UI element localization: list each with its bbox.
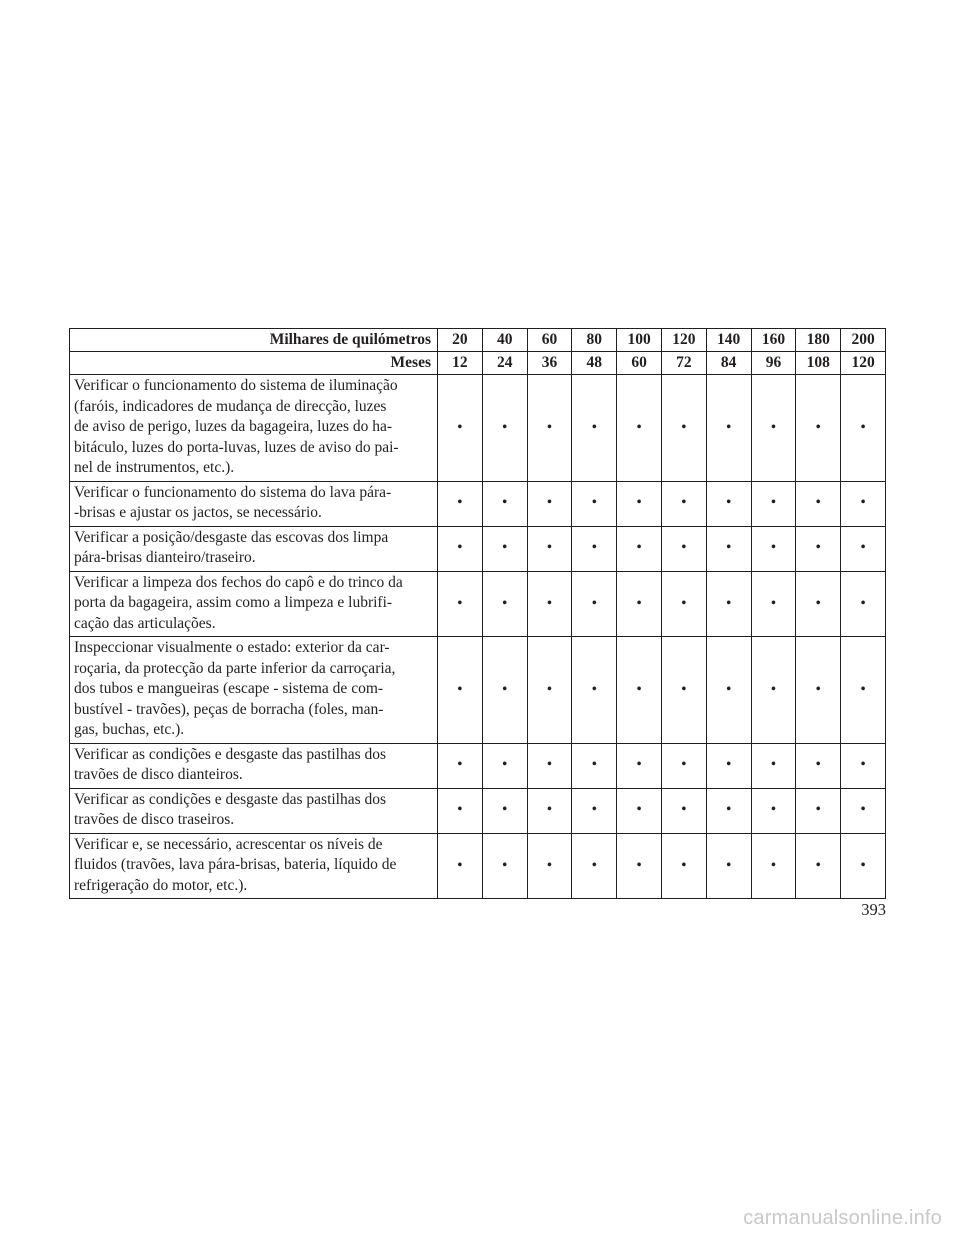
service-bullet-icon: •	[636, 494, 642, 512]
service-bullet-icon: •	[860, 539, 866, 557]
task-description-line: Verificar as condições e desgaste das pastilhas dos	[74, 790, 387, 808]
task-description-line: dos tubos e mangueiras (escape - sistema de com-	[74, 680, 384, 697]
service-mark-cell	[438, 481, 483, 526]
service-mark-cell	[617, 833, 662, 899]
service-mark-cell	[438, 526, 483, 571]
task-description	[70, 481, 438, 526]
task-description-line: cação das articulações.	[74, 614, 216, 632]
service-bullet-icon: •	[457, 856, 463, 874]
service-bullet-icon: •	[725, 539, 732, 557]
service-mark-cell	[751, 788, 796, 833]
header-months-label: Meses	[70, 352, 438, 375]
service-bullet-icon: •	[770, 801, 777, 819]
service-mark-cell	[751, 375, 796, 482]
service-mark-cell	[751, 637, 796, 744]
service-mark-cell	[661, 375, 706, 482]
service-bullet-icon: •	[770, 856, 777, 874]
header-months-value: 60	[617, 352, 662, 375]
task-description-line: travões de disco dianteiros.	[74, 766, 243, 783]
task-description-line: refrigeração do motor, etc.).	[74, 876, 248, 894]
service-mark-cell	[706, 637, 751, 744]
task-description-line: nel de instrumentos, etc.).	[74, 459, 235, 476]
service-bullet-icon: •	[815, 418, 821, 436]
task-description	[70, 526, 438, 571]
watermark-text: carmanualsonline.info	[743, 1207, 942, 1229]
service-bullet-icon: •	[725, 856, 732, 874]
task-row	[70, 571, 886, 637]
service-mark-cell	[527, 788, 572, 833]
service-mark-cell	[482, 788, 527, 833]
header-months-value: 108	[796, 352, 841, 375]
task-description-line: (faróis, indicadores de mudança de direcção, luzes	[74, 397, 387, 415]
task-description	[70, 743, 438, 788]
service-mark-cell	[572, 526, 617, 571]
header-km-value: 80	[572, 329, 617, 352]
service-mark-cell	[796, 788, 841, 833]
service-bullet-icon: •	[770, 494, 777, 512]
task-row	[70, 375, 886, 482]
service-mark-cell	[482, 833, 527, 899]
service-bullet-icon: •	[636, 418, 642, 436]
service-mark-cell	[482, 526, 527, 571]
task-description-line: roçaria, da protecção da parte inferior da carroçaria,	[74, 659, 396, 677]
service-mark-cell	[841, 833, 886, 899]
service-bullet-icon: •	[725, 594, 732, 612]
service-bullet-icon: •	[815, 680, 821, 698]
service-bullet-icon: •	[501, 801, 508, 819]
service-mark-cell	[841, 526, 886, 571]
service-mark-cell	[438, 637, 483, 744]
header-km-value: 160	[751, 329, 796, 352]
service-mark-cell	[617, 788, 662, 833]
task-description-line: Verificar a posição/desgaste das escovas dos limpa	[74, 528, 389, 546]
service-bullet-icon: •	[815, 756, 821, 774]
service-bullet-icon: •	[546, 756, 553, 774]
service-bullet-icon: •	[591, 680, 597, 698]
service-mark-cell	[617, 637, 662, 744]
service-bullet-icon: •	[860, 680, 866, 698]
service-bullet-icon: •	[860, 494, 866, 512]
service-mark-cell	[751, 571, 796, 637]
service-mark-cell	[482, 743, 527, 788]
service-mark-cell	[706, 788, 751, 833]
header-km-value: 100	[617, 329, 662, 352]
maintenance-schedule-table	[69, 328, 886, 899]
service-mark-cell	[617, 481, 662, 526]
service-mark-cell	[617, 571, 662, 637]
service-bullet-icon: •	[591, 539, 597, 557]
service-bullet-icon: •	[501, 680, 508, 698]
service-mark-cell	[661, 743, 706, 788]
service-mark-cell	[572, 481, 617, 526]
service-mark-cell	[751, 743, 796, 788]
service-bullet-icon: •	[636, 680, 642, 698]
service-mark-cell	[796, 743, 841, 788]
service-mark-cell	[751, 526, 796, 571]
service-bullet-icon: •	[546, 856, 553, 874]
task-row	[70, 481, 886, 526]
service-mark-cell	[482, 637, 527, 744]
service-mark-cell	[438, 571, 483, 637]
service-bullet-icon: •	[815, 856, 821, 874]
service-mark-cell	[796, 481, 841, 526]
task-description-line: bustível - travões), peças de borracha (foles, man-	[74, 700, 384, 718]
header-months-value: 84	[706, 352, 751, 375]
service-bullet-icon: •	[457, 680, 463, 698]
service-bullet-icon: •	[725, 801, 732, 819]
service-mark-cell	[661, 833, 706, 899]
header-km-value: 20	[438, 329, 483, 352]
service-mark-cell	[751, 481, 796, 526]
service-mark-cell	[841, 481, 886, 526]
service-mark-cell	[841, 375, 886, 482]
service-mark-cell	[572, 743, 617, 788]
service-bullet-icon: •	[770, 594, 777, 612]
service-bullet-icon: •	[546, 418, 553, 436]
service-mark-cell	[438, 375, 483, 482]
service-bullet-icon: •	[501, 594, 508, 612]
service-bullet-icon: •	[546, 680, 553, 698]
service-bullet-icon: •	[681, 680, 687, 698]
service-bullet-icon: •	[591, 594, 597, 612]
service-mark-cell	[617, 375, 662, 482]
service-mark-cell	[841, 788, 886, 833]
task-row	[70, 788, 886, 833]
service-mark-cell	[706, 743, 751, 788]
service-mark-cell	[527, 833, 572, 899]
service-bullet-icon: •	[860, 756, 866, 774]
service-mark-cell	[661, 571, 706, 637]
service-bullet-icon: •	[725, 756, 732, 774]
service-bullet-icon: •	[636, 856, 642, 874]
service-mark-cell	[527, 743, 572, 788]
task-description-line: gas, buchas, etc.).	[74, 721, 185, 738]
service-mark-cell	[572, 788, 617, 833]
service-bullet-icon: •	[860, 594, 866, 612]
service-bullet-icon: •	[681, 801, 687, 819]
service-bullet-icon: •	[546, 801, 553, 819]
service-bullet-icon: •	[457, 539, 463, 557]
task-description-line: Inspeccionar visualmente o estado: exterior da car-	[74, 639, 390, 656]
service-mark-cell	[661, 637, 706, 744]
task-row	[70, 833, 886, 899]
header-months-value: 96	[751, 352, 796, 375]
service-bullet-icon: •	[591, 756, 597, 774]
task-row	[70, 526, 886, 571]
service-mark-cell	[572, 833, 617, 899]
service-bullet-icon: •	[681, 418, 687, 436]
service-mark-cell	[527, 571, 572, 637]
task-description	[70, 571, 438, 637]
header-km-label: Milhares de quilómetros	[70, 329, 438, 352]
task-description-line: -brisas e ajustar os jactos, se necessário.	[74, 504, 322, 521]
service-mark-cell	[438, 743, 483, 788]
task-description	[70, 375, 438, 482]
service-bullet-icon: •	[681, 856, 687, 874]
task-row	[70, 743, 886, 788]
task-description	[70, 833, 438, 899]
service-mark-cell	[796, 571, 841, 637]
service-bullet-icon: •	[501, 418, 508, 436]
service-bullet-icon: •	[681, 539, 687, 557]
task-description	[70, 637, 438, 744]
service-mark-cell	[706, 526, 751, 571]
service-mark-cell	[706, 481, 751, 526]
service-mark-cell	[572, 375, 617, 482]
header-km-value: 200	[841, 329, 886, 352]
service-mark-cell	[841, 571, 886, 637]
service-bullet-icon: •	[591, 494, 597, 512]
task-description-line: fluidos (travões, lava pára-brisas, bateria, líquido de	[74, 856, 397, 873]
service-bullet-icon: •	[815, 594, 821, 612]
service-bullet-icon: •	[546, 594, 553, 612]
service-bullet-icon: •	[546, 539, 553, 557]
service-bullet-icon: •	[636, 594, 642, 612]
service-bullet-icon: •	[815, 539, 821, 557]
header-km-value: 180	[796, 329, 841, 352]
page-number: 393	[861, 900, 886, 919]
service-mark-cell	[572, 571, 617, 637]
service-mark-cell	[572, 637, 617, 744]
service-bullet-icon: •	[457, 494, 463, 512]
service-mark-cell	[841, 637, 886, 744]
service-mark-cell	[661, 788, 706, 833]
service-bullet-icon: •	[860, 801, 866, 819]
task-row	[70, 637, 886, 744]
service-mark-cell	[617, 526, 662, 571]
header-months-value: 120	[841, 352, 886, 375]
header-row-months	[70, 352, 886, 375]
service-bullet-icon: •	[681, 756, 687, 774]
service-mark-cell	[438, 833, 483, 899]
service-bullet-icon: •	[770, 680, 777, 698]
task-description-line: porta da bagageira, assim como a limpeza e lubrifi-	[74, 594, 393, 611]
service-mark-cell	[527, 637, 572, 744]
service-mark-cell	[796, 833, 841, 899]
service-mark-cell	[796, 375, 841, 482]
service-bullet-icon: •	[591, 418, 597, 436]
service-bullet-icon: •	[501, 494, 508, 512]
header-km-value: 140	[706, 329, 751, 352]
service-bullet-icon: •	[457, 756, 463, 774]
service-mark-cell	[751, 833, 796, 899]
service-bullet-icon: •	[725, 494, 732, 512]
service-mark-cell	[482, 375, 527, 482]
task-description-line: Verificar a limpeza dos fechos do capô e do trinco da	[74, 573, 403, 591]
task-description-line: Verificar as condições e desgaste das pastilhas dos	[74, 745, 387, 763]
service-bullet-icon: •	[770, 418, 777, 436]
service-bullet-icon: •	[636, 756, 642, 774]
service-bullet-icon: •	[815, 801, 821, 819]
service-mark-cell	[661, 526, 706, 571]
service-bullet-icon: •	[636, 539, 642, 557]
task-description-line: Verificar e, se necessário, acrescentar os níveis de	[74, 835, 383, 853]
task-description-line: de aviso de perigo, luzes da bagageira, luzes do ha-	[74, 418, 393, 435]
service-mark-cell	[482, 481, 527, 526]
header-km-value: 60	[527, 329, 572, 352]
service-bullet-icon: •	[457, 418, 463, 436]
service-mark-cell	[796, 526, 841, 571]
service-bullet-icon: •	[681, 594, 687, 612]
header-months-value: 72	[661, 352, 706, 375]
service-bullet-icon: •	[770, 539, 777, 557]
service-bullet-icon: •	[501, 856, 508, 874]
service-bullet-icon: •	[860, 418, 866, 436]
service-bullet-icon: •	[725, 418, 732, 436]
task-description-line: Verificar o funcionamento do sistema do lava pára-	[74, 483, 392, 501]
service-mark-cell	[706, 375, 751, 482]
task-description-line: Verificar o funcionamento do sistema de iluminação	[74, 377, 398, 394]
header-months-value: 48	[572, 352, 617, 375]
service-bullet-icon: •	[815, 494, 821, 512]
header-km-value: 120	[661, 329, 706, 352]
service-bullet-icon: •	[546, 494, 553, 512]
service-mark-cell	[482, 571, 527, 637]
service-mark-cell	[617, 743, 662, 788]
service-bullet-icon: •	[591, 856, 597, 874]
service-bullet-icon: •	[501, 756, 508, 774]
header-km-value: 40	[482, 329, 527, 352]
service-bullet-icon: •	[681, 494, 687, 512]
service-mark-cell	[527, 375, 572, 482]
service-mark-cell	[661, 481, 706, 526]
service-bullet-icon: •	[501, 539, 508, 557]
service-mark-cell	[527, 526, 572, 571]
header-months-value: 12	[438, 352, 483, 375]
service-bullet-icon: •	[457, 801, 463, 819]
header-months-value: 24	[482, 352, 527, 375]
service-bullet-icon: •	[860, 856, 866, 874]
service-mark-cell	[706, 571, 751, 637]
service-bullet-icon: •	[725, 680, 732, 698]
task-description-line: pára-brisas dianteiro/traseiro.	[74, 549, 256, 566]
service-mark-cell	[527, 481, 572, 526]
task-description-line: bitáculo, luzes do porta-luvas, luzes de aviso do pai-	[74, 438, 399, 456]
task-description	[70, 788, 438, 833]
service-bullet-icon: •	[770, 756, 777, 774]
service-mark-cell	[706, 833, 751, 899]
service-bullet-icon: •	[636, 801, 642, 819]
service-bullet-icon: •	[591, 801, 597, 819]
task-description-line: travões de disco traseiros.	[74, 811, 235, 828]
header-months-value: 36	[527, 352, 572, 375]
service-mark-cell	[438, 788, 483, 833]
header-row-km	[70, 329, 886, 352]
service-bullet-icon: •	[457, 594, 463, 612]
service-mark-cell	[796, 637, 841, 744]
service-mark-cell	[841, 743, 886, 788]
